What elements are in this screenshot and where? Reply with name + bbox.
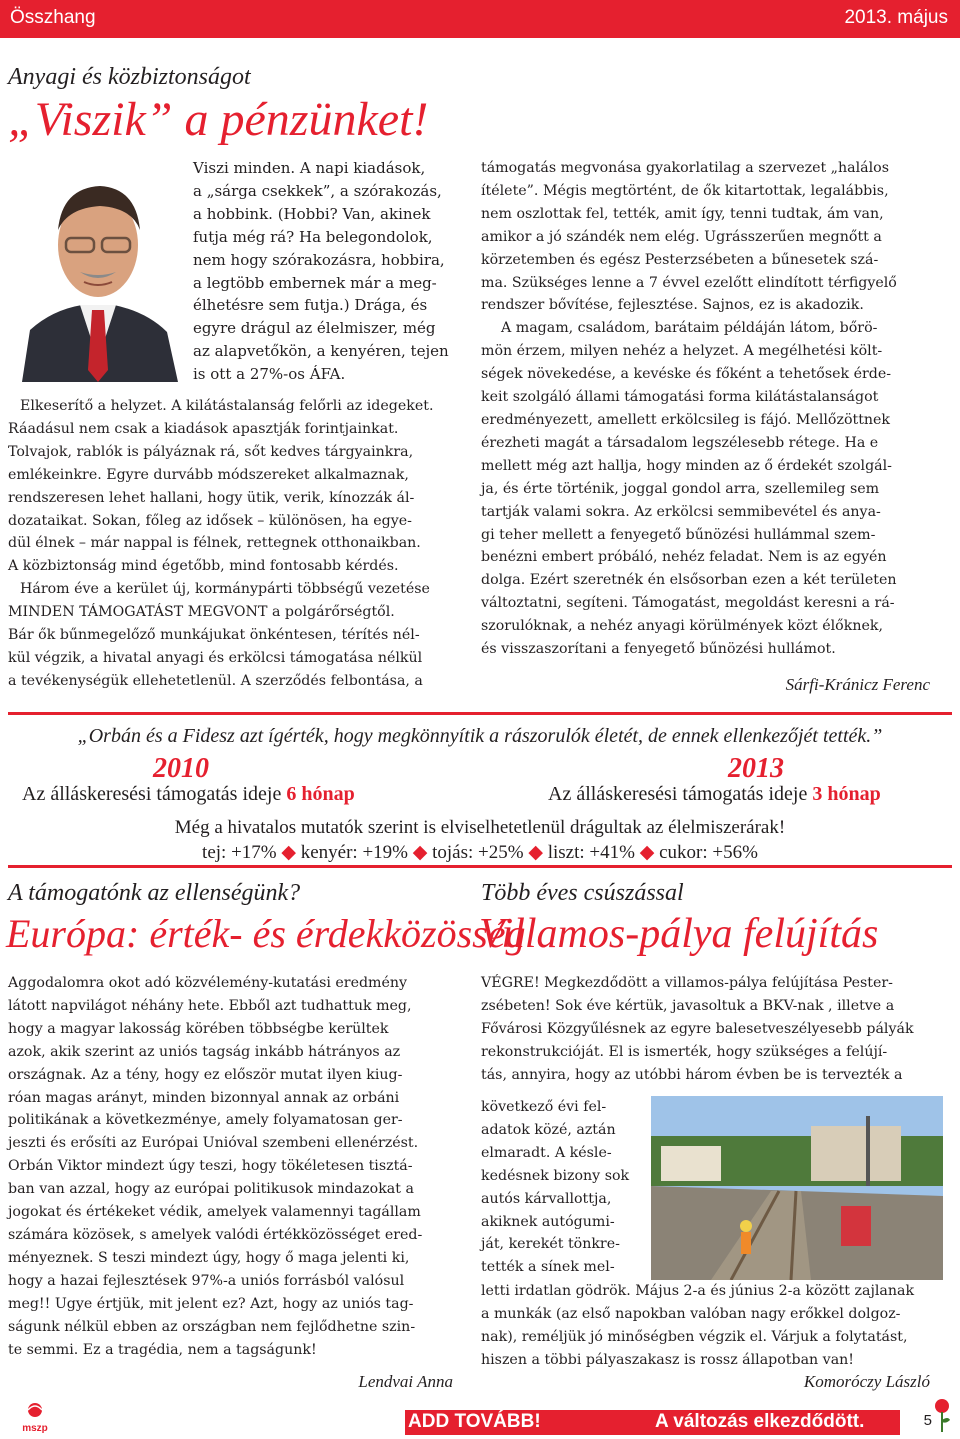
text-line: Ráadásul nem csak a kiadások apasztják forintjainkat. [8,420,399,437]
text-line: jeszti és erősíti az Európai Unióval szembeni ellenérzést. [8,1135,419,1152]
text-line: VÉGRE! Megkezdődött a villamos-pálya felújítása Pester- [481,975,893,991]
price-item: tej: +17% [202,842,277,863]
text-line: ményeznek. S teszi mindezt úgy, hogy ő maga jelenti ki, [8,1249,410,1266]
text-line: is ott a 27%-os ÁFA. [193,365,346,384]
text-line: A magam, családom, barátaim példáján látom, bőrö- [501,320,878,337]
text-line: Viszi minden. A napi kiadások, [193,159,426,177]
text-line: politikának a következménye, amely folyamatosan ger- [8,1112,403,1129]
text-line: Három éve a kerület új, kormánypárti többségű vezetése [20,581,430,598]
box-quote: „Orbán és a Fidesz azt ígérték, hogy megkönnyítik a rászorulók életét, de ennek ellenkezőjét tették.” [77,725,883,747]
text-line: a hobbink. (Hobbi? Van, akinek [193,204,431,223]
text-line: Tolvajok, rablók is pályáznak rá, sőt kedves tárgyainkra, [8,443,414,460]
diamond-icon: ◆ [528,842,543,863]
text-line: következő évi fel- [481,1099,607,1115]
text-line: a „sárga csekkek”, a szórakozás, [193,181,442,200]
text-line: érezheti magát a társadalom legszélesebb rétege. Ha e [481,434,879,451]
text-line: letti irdatlan gödrök. Május 2-a és június 2-a között zajlanak [481,1283,915,1299]
price-item: liszt: +41% [547,842,635,863]
text-line: számára közösek, s amelyek valódi értékközösséget ered- [8,1226,423,1243]
text-line: a legtöbb embernek már a meg- [193,273,437,292]
text-line: rendszeresen lehet hallani, hogy ütik, verik, kínozzák ál- [8,489,415,506]
text-line: te semmi. Ez a tragédia, nem a tagságunk! [8,1341,317,1358]
text-line: hogy a magyar lakosság körében többségbe kerültek [8,1020,389,1037]
diamond-icon: ◆ [412,842,428,863]
price-headline: Még a hivatalos mutatók szerint is elviselhetetlenül drágultak az élelmiszerárak! [174,817,786,838]
text-line: hogy a hazai fejlesztések 97%-a uniós forrásból valósul [8,1272,405,1289]
text-line: tartják valami sokra. Az erkölcsi semmibevétel és anya- [481,503,881,520]
stat-right [548,783,881,806]
article3-author: Komoróczy László [803,1372,930,1391]
text-line: futja még rá? Ha belegondolok, [193,227,433,246]
text-line: azok, akik szerint az uniós tagság inkább hátrányos az [8,1043,401,1060]
diamond-icon: ◆ [639,842,655,863]
section-name: Összhang [10,7,96,28]
stat-left-label: Az álláskeresési támogatás ideje [22,783,282,805]
article2-author: Lendvai Anna [358,1372,453,1391]
text-line: akiknek autógumi- [481,1213,615,1230]
text-line: ját, kerekét tönkre- [481,1236,620,1253]
text-line: kül végzik, a hivatal anyagi és erkölcsi támogatása nélkül [8,649,423,666]
stat-right-value: 3 hónap [812,783,881,805]
tram-works-photo [651,1096,943,1280]
text-line: A közbiztonság mind égetőbb, mind fontosabb kérdés. [8,558,399,575]
issue-date: 2013. május [844,7,948,28]
text-line: amikor a jó szándék nem elég. Ugrásszerűen megnőtt a [481,228,882,245]
text-line: benézni embert próbáló, nehéz feladat. Nem is az egyén [481,549,887,566]
text-line: rendszer bővítése, fejlesztése. Sajnos, ez is akadozik. [481,297,864,314]
text-line: róan magas arányt, minden bizonnyal annak az orbáni [8,1089,400,1106]
article3-headline: Villamos-pálya felújítás [479,911,879,957]
text-line: ja, és érte történik, joggal gondol arra, szellemileg sem [481,480,880,497]
price-item: kenyér: +19% [300,842,408,863]
text-line: Orbán Viktor mindezt úgy teszi, hogy tökéletesen tisztá- [8,1158,413,1175]
text-line: mellett még azt hallja, hogy minden az ő érdekét szolgál- [481,457,892,474]
footer-slogan-2: A változás elkezdődött. [655,1411,865,1432]
stat-left [22,783,355,806]
text-line: ségek növekedése, a kevéske és főként a tehetősek érde- [481,366,892,383]
text-line: látott napvilágot néhány hete. Ebből azt tudhattuk meg, [8,997,412,1014]
author-portrait [12,160,184,382]
text-line: országnak. Az a tény, hogy ez először mutat ilyen kiug- [8,1066,403,1083]
text-line: ságunk nélkül ebben az országban nem fejlődhetne szin- [8,1318,416,1335]
text-line: keit szolgáló állami támogatási forma kilátástalanságot [481,389,879,406]
text-line: változtatni, segíteni. Támogatást, megoldást keresni a rá- [481,595,895,612]
text-line: Bár ők bűnmegelőző munkájukat önkéntesen, térítés nél- [8,627,420,644]
article2-kicker: A támogatónk az ellenségünk? [8,880,301,906]
logo-text: mszp [22,1423,48,1434]
article3-text-top [481,972,931,1087]
text-line: szorulóknak, a nehéz anyagi körülmények közt élőknek, [481,618,883,635]
text-line: mön érzem, milyen nehéz a helyzet. A megélhetési költ- [481,343,883,360]
text-line: gi teher mellett a fenyegető bűnözési hullámmal szem- [481,526,876,543]
text-line: nak), reméljük jó minőségben végzik el. Várjuk a folytatást, [481,1328,908,1345]
diamond-icon: ◆ [281,842,296,863]
text-line: a tevékenységük ellehetetlenül. A szerződés felbontása, a [8,672,423,689]
price-item: tojás: +25% [432,842,524,863]
text-line: zsébeten! Sok éve kértük, javasoltuk a BKV-nak , illetve a [481,997,895,1014]
text-line: autós kárvallottja, [481,1190,612,1207]
text-line: emlékeinkre. Egyre durvább módszereket alkalmaznak, [8,466,409,483]
footer-slogan-1: ADD TOVÁBB! [408,1411,541,1432]
text-line: dozataikat. Sokan, főleg az idősek – különösen, ha egye- [8,512,412,529]
page-number: 5 [923,1412,932,1429]
text-line: Fővárosi Közgyűlésnek az egyre balesetveszélyesebb pályák [481,1020,914,1037]
text-line: hiszen a többi pályaszakasz is rossz állapotban van! [481,1351,854,1368]
text-line: az alapvetőkön, a kenyéren, tejen [193,342,449,361]
article1-text-col2 [481,157,931,661]
year-2010: 2010 [153,753,209,784]
text-line: MINDEN TÁMOGATÁST MEGVONT a polgárőrségtől. [8,604,395,621]
text-line: egyre drágul az élelmiszer, még [193,319,436,338]
text-line: nem hogy szórakozásra, hobbira, [193,250,445,269]
text-line: nem oszlottak fel, tették, amit így, tenni tudtak, ám van, [481,205,884,222]
text-line: élhetésre sem futja.) Drága, és [193,296,428,315]
text-line: Elkeserítő a helyzet. A kilátástalanság felőrli az idegeket. [20,398,434,414]
stat-right-label: Az álláskeresési támogatás ideje [548,783,808,805]
article1-author: Sárfi-Kránicz Ferenc [785,675,930,694]
price-item: cukor: +56% [659,842,758,863]
text-line: kedésnek bizony sok [481,1167,630,1184]
text-line: dolga. Ezért szeretnék én elsősorban ezen a két területen [481,572,897,589]
text-line: támogatás megvonása gyakorlatilag a szervezet „halálos [481,160,889,176]
article1-text-intro [193,157,463,386]
price-list [8,841,952,864]
article3-text-bottom [481,1280,931,1372]
text-line: és visszaszorítani a fenyegető bűnözési hullámot. [481,641,836,658]
article3-text-narrow [481,1096,641,1279]
footer-bar [0,1410,960,1435]
header-bar [0,0,960,38]
text-line: meg!! Ugye értjük, mit jelent ez? Azt, hogy az uniós tag- [8,1295,414,1312]
text-line: elmaradt. A késle- [481,1144,612,1161]
article2-headline: Európa: érték- és érdekközösség [6,911,526,956]
text-line: adatok közé, aztán [481,1121,616,1138]
text-line: Aggodalomra okot adó közvélemény-kutatási eredmény [8,975,408,991]
text-line: ban van azzal, hogy az európai politikusok mindazokat a [8,1181,414,1198]
text-line: tették a sínek mel- [481,1259,615,1276]
text-line: ma. Szükséges lenne a 7 évvel ezelőtt elindított térfigyelő [481,274,897,291]
stat-left-value: 6 hónap [286,783,355,805]
text-line: tás, annyira, hogy az utóbbi három évben be is tervezték a [481,1066,903,1083]
text-line: eredményezett, amellett erkölcsileg is fájó. Mellőzöttnek [481,411,891,428]
text-line: jogokat és értékeket védik, amelyek valamennyi tagállam [8,1204,421,1221]
text-line: körzetemben és egész Pesterzsébeten a bűnesetek szá- [481,251,879,268]
text-line: ítélete”. Mégis megtörtént, de ők kitartottak, legalábbis, [481,182,889,199]
rose-icon [932,1398,952,1432]
year-2013: 2013 [728,753,784,784]
text-line: a munkák (az első napokban valóban nagy erőkkel dolgoz- [481,1305,901,1322]
article1-kicker: Anyagi és közbiztonságot [8,64,251,90]
article2-text [8,972,454,1361]
article3-kicker: Több éves csúszással [481,880,684,906]
comparison-box [8,712,952,868]
article1-text-col1 [8,395,463,693]
text-line: rekonstrukcióját. El is ismerték, hogy szükséges a felújí- [481,1043,888,1060]
text-line: dül élnek – már nappal is félnek, rettegnek otthonaikban. [8,535,421,552]
article1-headline: „Viszik” a pénzünket! [8,93,429,146]
